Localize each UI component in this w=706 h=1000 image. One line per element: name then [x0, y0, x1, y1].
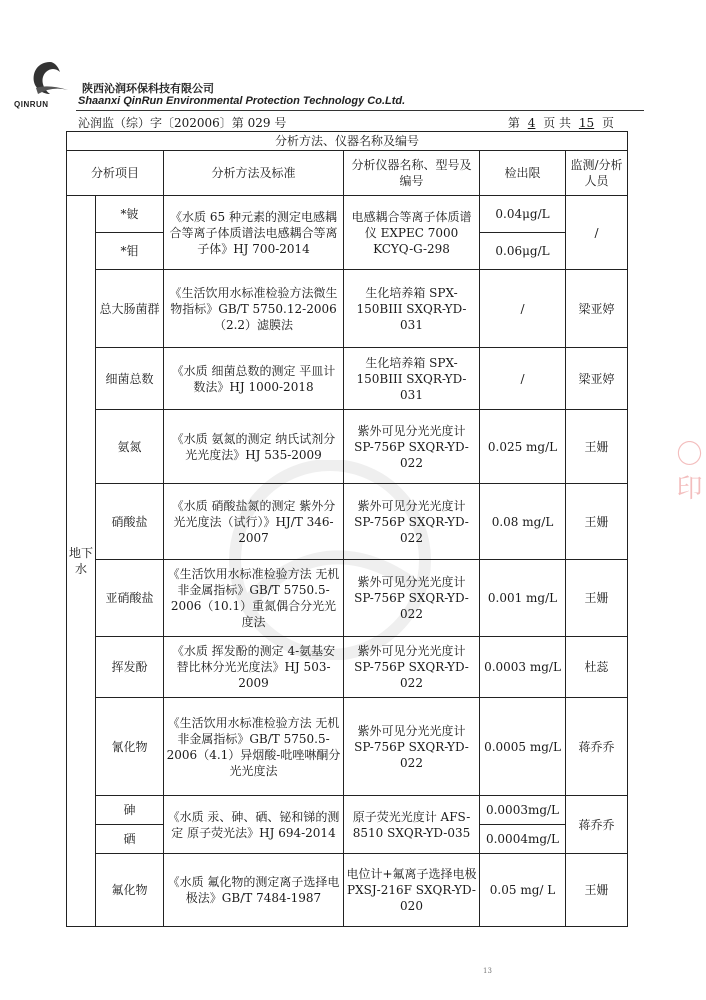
method-cell: 《水质 氨氮的测定 纳氏试剂分光光度法》HJ 535-2009: [164, 410, 344, 484]
analyst-cell: /: [566, 196, 628, 270]
logo-wordmark: QINRUN: [14, 100, 49, 109]
instrument-cell: 紫外可见分光光度计 SP-756P SXQR-YD-022: [344, 410, 480, 484]
method-cell: 《水质 硝酸盐氮的测定 紫外分光光度法（试行）》HJ/T 346-2007: [164, 484, 344, 560]
limit-cell: 0.0004mg/L: [480, 825, 566, 854]
limit-cell: /: [480, 348, 566, 410]
item-cell: 硝酸盐: [96, 484, 164, 560]
limit-cell: 0.05 mg/ L: [480, 854, 566, 927]
instrument-cell: 紫外可见分光光度计 SP-756P SXQR-YD-022: [344, 637, 480, 698]
analyst-cell: 王姗: [566, 854, 628, 927]
table-row: [67, 410, 628, 484]
item-cell: 亚硝酸盐: [96, 560, 164, 637]
limit-cell: 0.08 mg/L: [480, 484, 566, 560]
page-total: 15: [578, 116, 595, 130]
instrument-cell: 电位计+氟离子选择电极 PXSJ-216F SXQR-YD-020: [344, 854, 480, 927]
limit-cell: 0.001 mg/L: [480, 560, 566, 637]
limit-cell: 0.04μg/L: [480, 196, 566, 233]
table-row: [67, 637, 628, 698]
item-cell: *钼: [96, 233, 164, 270]
instrument-cell: 生化培养箱 SPX-150BIII SXQR-YD-031: [344, 270, 480, 348]
table-row: [67, 348, 628, 410]
method-cell: 《生活饮用水标准检验方法 无机非金属指标》GB/T 5750.5-2006（10.1）重氮偶合分光光度法: [164, 560, 344, 637]
item-cell: 总大肠菌群: [96, 270, 164, 348]
header-instrument: 分析仪器名称、型号及编号: [344, 151, 480, 196]
limit-cell: 0.025 mg/L: [480, 410, 566, 484]
table-row: [67, 698, 628, 796]
table-row: [67, 270, 628, 348]
item-cell: 氰化物: [96, 698, 164, 796]
table-row: [67, 854, 628, 927]
item-cell: 砷: [96, 796, 164, 825]
limit-cell: /: [480, 270, 566, 348]
header-method: 分析方法及标准: [164, 151, 344, 196]
analyst-cell: 王姗: [566, 484, 628, 560]
item-cell: 细菌总数: [96, 348, 164, 410]
limit-cell: 0.0005 mg/L: [480, 698, 566, 796]
analyst-cell: 杜蕊: [566, 637, 628, 698]
item-cell: 硒: [96, 825, 164, 854]
limit-cell: 0.0003 mg/L: [480, 637, 566, 698]
table-row: [67, 796, 628, 825]
red-stamp-seal: 〇 印: [672, 440, 702, 501]
analyst-cell: 梁亚婷: [566, 270, 628, 348]
page-current: 4: [527, 116, 536, 130]
header-divider: [76, 110, 644, 111]
instrument-cell: 生化培养箱 SPX-150BIII SXQR-YD-031: [344, 348, 480, 410]
instrument-cell: 紫外可见分光光度计 SP-756P SXQR-YD-022: [344, 698, 480, 796]
instrument-cell: 电感耦合等离子体质谱仪 EXPEC 7000 KCYQ-G-298: [344, 196, 480, 270]
analyst-cell: 王姗: [566, 410, 628, 484]
method-cell: 《水质 挥发酚的测定 4-氨基安替比林分光光度法》HJ 503-2009: [164, 637, 344, 698]
instrument-cell: 紫外可见分光光度计 SP-756P SXQR-YD-022: [344, 484, 480, 560]
header-limit: 检出限: [480, 151, 566, 196]
category-cell: 地下水: [67, 196, 96, 927]
table-title: 分析方法、仪器名称及编号: [67, 132, 628, 151]
method-cell: 《生活饮用水标准检验方法微生物指标》GB/T 5750.12-2006（2.2）滤膜法: [164, 270, 344, 348]
footer-mark: 13: [483, 967, 492, 975]
item-cell: *铍: [96, 196, 164, 233]
table-row: [67, 484, 628, 560]
analyst-cell: 梁亚婷: [566, 348, 628, 410]
document-number: 沁润监（综）字〔202006〕第 029 号: [78, 116, 287, 130]
table-row: [67, 196, 628, 233]
page-indicator: 第 4 页 共 15 页: [507, 116, 614, 130]
analyst-cell: 蒋乔乔: [566, 698, 628, 796]
item-cell: 挥发酚: [96, 637, 164, 698]
instrument-cell: 紫外可见分光光度计 SP-756P SXQR-YD-022: [344, 560, 480, 637]
item-cell: 氨氮: [96, 410, 164, 484]
limit-cell: 0.0003mg/L: [480, 796, 566, 825]
company-logo-icon: [28, 58, 72, 102]
header-item: 分析项目: [67, 151, 164, 196]
analyst-cell: 王姗: [566, 560, 628, 637]
analysis-methods-table: [66, 131, 628, 927]
method-cell: 《水质 65 种元素的测定电感耦合等离子体质谱法电感耦合等离子体》HJ 700-2014: [164, 196, 344, 270]
item-cell: 氟化物: [96, 854, 164, 927]
header-analyst: 监测/分析人员: [566, 151, 628, 196]
method-cell: 《水质 氟化物的测定离子选择电极法》GB/T 7484-1987: [164, 854, 344, 927]
table-row: [67, 560, 628, 637]
company-name-cn: 陕西沁润环保科技有限公司: [82, 82, 214, 95]
method-cell: 《水质 细菌总数的测定 平皿计数法》HJ 1000-2018: [164, 348, 344, 410]
analyst-cell: 蒋乔乔: [566, 796, 628, 854]
instrument-cell: 原子荧光光度计 AFS-8510 SXQR-YD-035: [344, 796, 480, 854]
method-cell: 《生活饮用水标准检验方法 无机非金属指标》GB/T 5750.5-2006（4.1）异烟酸-吡唑啉酮分光光度法: [164, 698, 344, 796]
method-cell: 《水质 汞、砷、硒、铋和锑的测定 原子荧光法》HJ 694-2014: [164, 796, 344, 854]
company-name-en: Shaanxi QinRun Environmental Protection Technology Co.Ltd.: [78, 95, 406, 107]
limit-cell: 0.06μg/L: [480, 233, 566, 270]
